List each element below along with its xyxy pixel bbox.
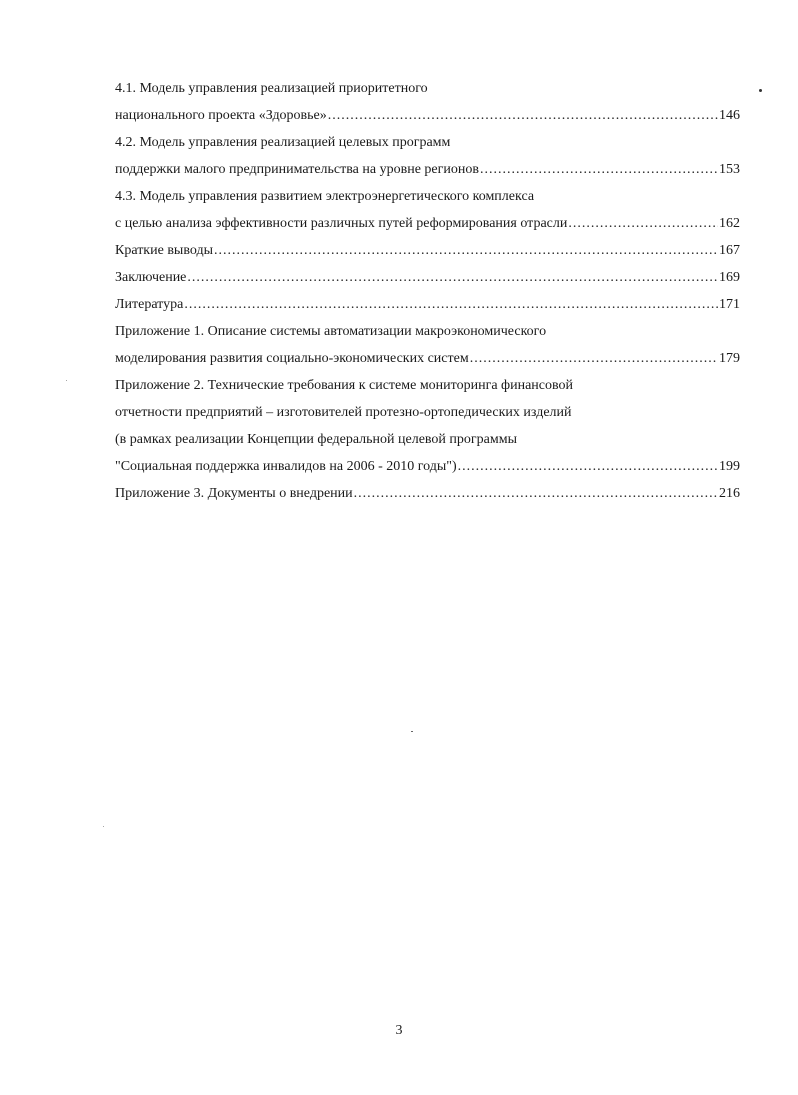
toc-entry-line bbox=[115, 183, 740, 210]
scan-speck bbox=[103, 826, 104, 827]
toc-entry-line bbox=[115, 345, 740, 372]
toc-entry-line bbox=[115, 318, 740, 345]
toc-entry-line bbox=[115, 129, 740, 156]
toc-entry-title: Заключение bbox=[115, 270, 187, 285]
toc-entry-text: 4.1. Модель управления реализацией приоритетного bbox=[115, 81, 428, 96]
dot-leader bbox=[354, 480, 718, 507]
dot-leader bbox=[184, 291, 718, 318]
table-of-contents bbox=[115, 75, 740, 507]
toc-entry-text: отчетности предприятий – изготовителей протезно-ортопедических изделий bbox=[115, 405, 572, 420]
toc-entry-line bbox=[115, 480, 740, 507]
toc-entry-text: Приложение 2. Технические требования к системе мониторинга финансовой bbox=[115, 378, 574, 393]
toc-entry-title: национального проекта «Здоровье» bbox=[115, 108, 327, 123]
toc-entry-title: Краткие выводы bbox=[115, 243, 213, 258]
scan-speck bbox=[411, 731, 413, 732]
toc-entry-line bbox=[115, 102, 740, 129]
toc-page-number: 153 bbox=[719, 162, 740, 177]
scan-speck bbox=[66, 380, 67, 381]
toc-entry-title: с целью анализа эффективности различных путей реформирования отрасли bbox=[115, 216, 568, 231]
toc-entry-title: "Социальная поддержка инвалидов на 2006 - 2010 годы") bbox=[115, 459, 457, 474]
toc-page-number: 171 bbox=[719, 297, 740, 312]
toc-page-number: 199 bbox=[719, 459, 740, 474]
toc-entry-text: (в рамках реализации Концепции федеральной целевой программы bbox=[115, 432, 517, 447]
toc-entry-text: 4.2. Модель управления реализацией целевых программ bbox=[115, 135, 451, 150]
toc-entry-line bbox=[115, 156, 740, 183]
toc-entry-line bbox=[115, 399, 740, 426]
toc-entry-line bbox=[115, 372, 740, 399]
toc-entry-line bbox=[115, 237, 740, 264]
toc-page-number: 146 bbox=[719, 108, 740, 123]
dot-leader bbox=[480, 156, 718, 183]
toc-entry-text: 4.3. Модель управления развитием электроэнергетического комплекса bbox=[115, 189, 535, 204]
toc-page-number: 167 bbox=[719, 243, 740, 258]
toc-entry-text: Приложение 1. Описание системы автоматизации макроэкономического bbox=[115, 324, 547, 339]
toc-page-number: 216 bbox=[719, 486, 740, 501]
page-number: 3 bbox=[395, 1023, 403, 1038]
scan-speck bbox=[759, 89, 762, 92]
toc-entry-line bbox=[115, 426, 740, 453]
toc-page-number: 179 bbox=[719, 351, 740, 366]
toc-entry-title: моделирования развития социально-экономических систем bbox=[115, 351, 469, 366]
dot-leader bbox=[187, 264, 718, 291]
toc-entry-line bbox=[115, 210, 740, 237]
dot-leader bbox=[328, 102, 718, 129]
dot-leader bbox=[568, 210, 718, 237]
toc-entry-line bbox=[115, 75, 740, 102]
toc-page-number: 162 bbox=[719, 216, 740, 231]
toc-entry-title: поддержки малого предпринимательства на уровне регионов bbox=[115, 162, 479, 177]
toc-entry-line bbox=[115, 453, 740, 480]
toc-entry-line bbox=[115, 291, 740, 318]
dot-leader bbox=[458, 453, 718, 480]
toc-entry-title: Литература bbox=[115, 297, 184, 312]
toc-entry-title: Приложение 3. Документы о внедрении bbox=[115, 486, 353, 501]
toc-page-number: 169 bbox=[719, 270, 740, 285]
toc-entry-line bbox=[115, 264, 740, 291]
dot-leader bbox=[470, 345, 718, 372]
dot-leader bbox=[214, 237, 718, 264]
